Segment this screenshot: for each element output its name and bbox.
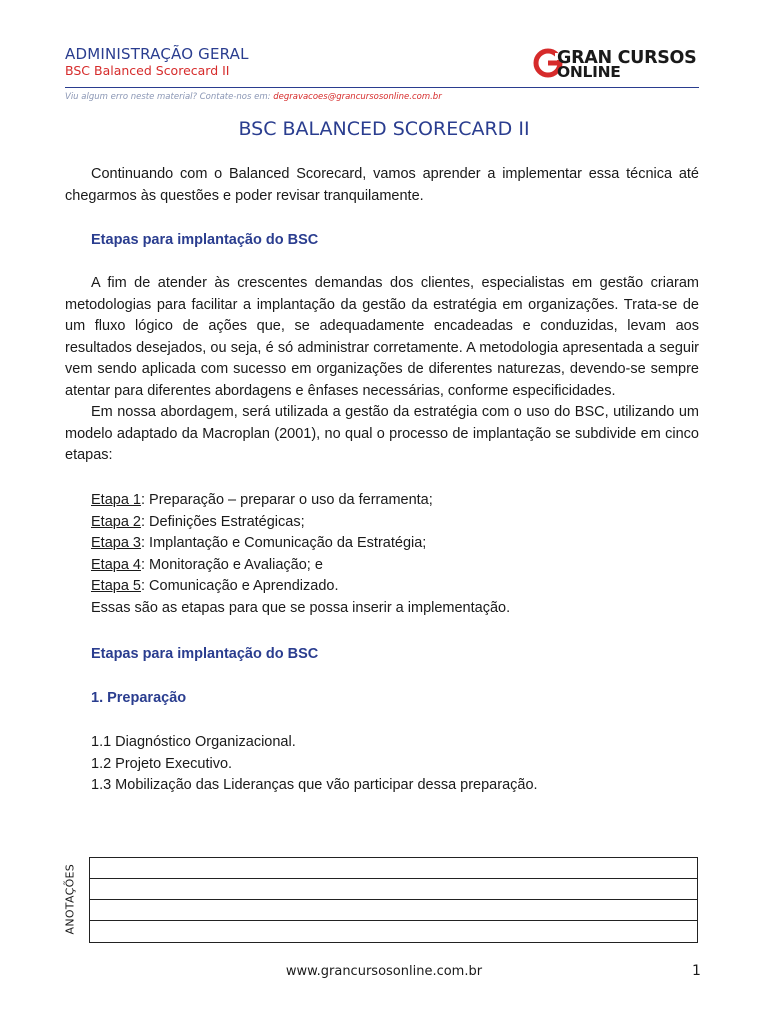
subsection-heading: 1. Preparação [91,690,187,706]
section-heading-1: Etapas para implantação do BSC [91,232,319,248]
header-divider [65,87,699,88]
stage-label: Etapa 3 [91,535,141,551]
error-note-prefix: Viu algum erro neste material? Contate-nos em: [65,92,274,102]
stage-item [91,557,323,573]
paragraph-2: Em nossa abordagem, será utilizada a gestão da estratégia com o uso do BSC, utilizando um modelo adaptado da Macroplan (2001), no qual o processo de implantação se subdivide em cinco etapas: [65,404,699,463]
page-title: BSC BALANCED SCORECARD II [238,118,530,140]
sub-item: 1.3 Mobilização das Lideranças que vão participar dessa preparação. [91,777,538,793]
header-topic: BSC Balanced Scorecard II [65,63,230,78]
notes-label [62,863,80,936]
paragraph-1: A fim de atender às crescentes demandas dos clientes, especialistas em gestão criaram metodologias para facilitar a implantação da gestão da estratégia em organizações. Trata-se de um fluxo lógico de ações que, se adequadamente encadeadas e conduzidas, levam aos resultados desejados, ou seja, é só administrar corretamente. A metodologia apresentada a seguir vem sendo aplicada com sucesso em organizações de diferentes naturezas, devendo-se sempre atentar para diferentes abordagens e ênfases necessárias, conforme especificidades. [65,275,699,399]
notes-line[interactable] [90,858,697,879]
stage-text: : Implantação e Comunicação da Estratégia; [141,535,427,551]
main-paragraphs [65,273,699,467]
intro-paragraph [65,164,699,207]
sub-item: 1.1 Diagnóstico Organizacional. [91,734,296,750]
stage-item [91,492,433,508]
notes-label-text: ANOTAÇÕES [63,863,77,935]
closing-line: Essas são as etapas para que se possa inserir a implementação. [91,600,511,616]
stage-text: : Comunicação e Aprendizado. [141,578,339,594]
stage-item [91,578,339,594]
error-note [65,92,442,102]
header-subject: ADMINISTRAÇÃO GERAL [65,45,249,63]
notes-line[interactable] [90,900,697,921]
intro-text: Continuando com o Balanced Scorecard, vamos aprender a implementar essa técnica até chegarmos às questões e poder revisar tranquilamente. [65,166,699,204]
sub-item: 1.2 Projeto Executivo. [91,756,233,772]
stage-text: : Preparação – preparar o uso da ferramenta; [141,492,433,508]
stage-label: Etapa 5 [91,578,141,594]
notes-line[interactable] [90,879,697,900]
error-note-email[interactable]: degravacoes@grancursosonline.com.br [273,92,442,102]
section-heading-2: Etapas para implantação do BSC [91,646,319,662]
logo-text-bottom: ONLINE [557,63,621,81]
brand-logo [533,48,703,84]
stage-item [91,514,305,530]
footer-url[interactable]: www.grancursosonline.com.br [285,964,483,979]
notes-line[interactable] [90,921,697,942]
stage-text: : Definições Estratégicas; [141,514,305,530]
notes-box[interactable] [89,857,698,943]
stage-text: : Monitoração e Avaliação; e [141,557,323,573]
stage-item [91,535,426,551]
stage-label: Etapa 1 [91,492,141,508]
logo-text-top: GRAN CURSOS [557,48,697,68]
stage-label: Etapa 4 [91,557,141,573]
page-number: 1 [692,963,701,979]
stage-label: Etapa 2 [91,514,141,530]
